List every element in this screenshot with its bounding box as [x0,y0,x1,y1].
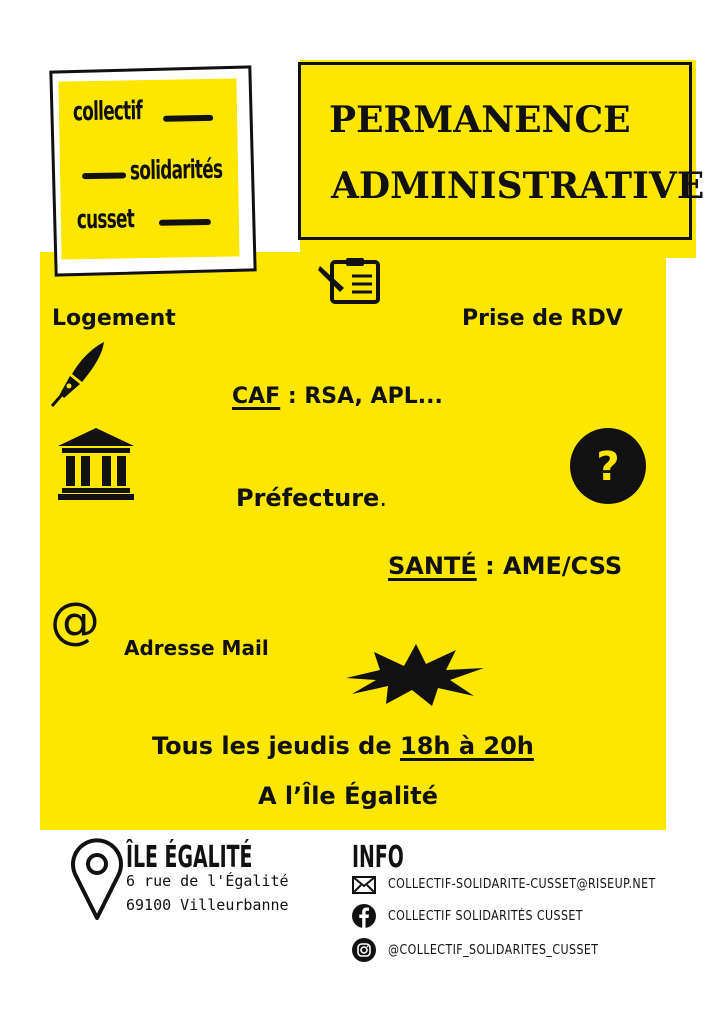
info-heading: INFO [352,840,404,875]
logo-line-1: collectif [72,96,143,128]
title-line-1: PERMANENCE [329,99,631,141]
question-icon [570,428,646,504]
clipboard-icon [318,258,384,304]
info-facebook[interactable]: COLLECTIF SOLIDARITÉS CUSSET [388,909,583,924]
logo-dash [159,219,211,226]
title-line-2: ADMINISTRATIVE [331,165,705,207]
logo-line-3: cusset [76,204,135,236]
sante-detail: : AME/CSS [476,552,623,580]
schedule-line [152,732,534,760]
fountain-pen-icon [50,342,106,408]
envelope-icon [352,876,376,894]
topic-prefecture [236,484,387,512]
title-box [298,62,705,240]
logo [58,78,239,259]
government-building-icon [58,428,134,500]
map-pin-icon [70,838,124,920]
schedule-hours: 18h à 20h [400,732,534,760]
logo-dash [163,115,213,122]
address-name: ÎLE ÉGALITÉ [126,840,253,875]
schedule-prefix: Tous les jeudis de [152,732,400,760]
prefecture-label: Préfecture [236,484,380,512]
info-email[interactable]: COLLECTIF-SOLIDARITE-CUSSET@RISEUP.NET [388,877,656,892]
schedule-place: A l’Île Égalité [258,782,439,810]
prefecture-period: . [379,484,387,512]
topic-sante [388,552,622,580]
address-city: 69100 Villeurbanne [126,896,289,914]
caf-label: CAF [232,384,281,409]
topic-logement: Logement [52,306,176,331]
topic-mail: Adresse Mail [124,636,269,660]
topic-rdv: Prise de RDV [462,306,623,331]
address-street: 6 rue de l'Égalité [126,872,289,890]
instagram-icon[interactable] [352,938,376,962]
logo-dash [82,172,126,179]
logo-line-2: solidarités [129,154,223,187]
caf-detail: : RSA, APL... [280,384,443,409]
svg-text:?: ? [596,444,620,490]
starburst-icon [346,644,484,706]
topic-caf [232,384,443,409]
sante-label: SANTÉ [388,552,477,580]
facebook-icon[interactable] [352,904,376,928]
info-instagram[interactable]: @COLLECTIF_SOLIDARITES_CUSSET [388,943,599,958]
at-icon: @ [50,592,100,650]
